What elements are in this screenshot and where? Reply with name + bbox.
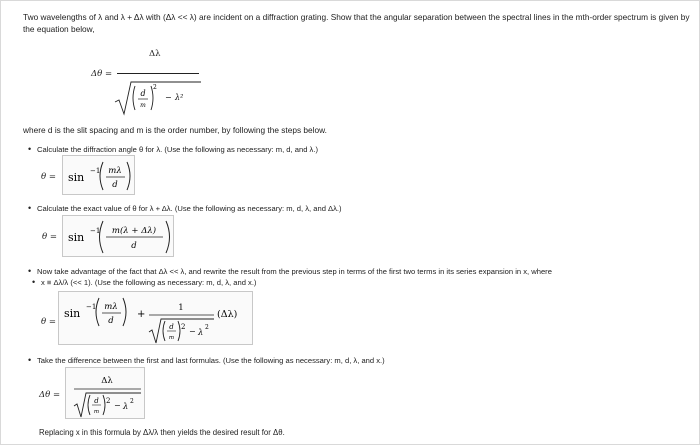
frac-den: d — [112, 180, 118, 190]
den-lambda: λ — [198, 328, 204, 338]
den-minus: − — [114, 401, 121, 410]
den-lambda-power: 2 — [130, 398, 134, 405]
frac-den: d — [108, 316, 114, 326]
frac-num: m(λ + Δλ) — [111, 226, 157, 236]
step-2-lhs: θ = — [42, 232, 57, 242]
plus-sign: + — [137, 309, 146, 320]
step-1-lhs: θ = — [41, 172, 56, 182]
frac-den: d — [131, 241, 137, 251]
sin-func: sin — [68, 171, 85, 184]
den-m: m — [93, 409, 100, 415]
step-1-answer-math — [63, 156, 136, 196]
step-3-answer-box[interactable] — [58, 291, 253, 345]
den-d: d — [169, 323, 174, 331]
den-d: d — [94, 397, 99, 405]
den-power: 2 — [106, 397, 111, 405]
step-3-lhs: θ = — [41, 317, 56, 327]
step-4-answer-math — [66, 368, 146, 420]
den-power: 2 — [153, 84, 157, 91]
fraction-bar — [117, 73, 199, 74]
den-m: m — [168, 335, 175, 341]
step-2-answer-box[interactable] — [62, 215, 174, 257]
inverse-exp: −1 — [86, 303, 97, 311]
step-3-instruction-2: • x ≡ Δλ/λ (<< 1). (Use the following as necessary: m, d, λ, and x.) — [41, 277, 691, 288]
sin-func: sin — [64, 307, 81, 320]
frac-num: Δλ — [101, 376, 113, 386]
formula-numerator: Δλ — [149, 49, 161, 59]
den-power: 2 — [181, 323, 186, 331]
step-3-answer-math — [59, 292, 254, 346]
den-lambda-power: 2 — [205, 324, 209, 331]
formula-lhs: Δθ = — [91, 69, 113, 79]
where-text: where d is the slit spacing and m is the order number, by following the steps below. — [23, 125, 327, 135]
inverse-exp: −1 — [90, 227, 101, 235]
step-4-answer-box[interactable] — [65, 367, 145, 419]
den-minus: − — [165, 93, 172, 102]
step-3-instruction: • Now take advantage of the fact that Δλ << λ, and rewrite the result from the previous step in terms of the first two terms in its series expansion in x, where — [37, 266, 687, 277]
formula-denominator — [113, 78, 203, 118]
frac-num: mλ — [104, 302, 118, 312]
sin-func: sin — [68, 231, 85, 244]
den-lambda: λ — [123, 402, 129, 412]
step-1-instruction: • Calculate the diffraction angle θ for λ. (Use the following as necessary: m, d, and λ.) — [37, 144, 687, 155]
conclusion-text: Replacing x in this formula by Δλ/λ then yields the desired result for Δθ. — [39, 428, 285, 437]
step-4-instruction: • Take the difference between the first and last formulas. (Use the following as necessary: m, d, λ, and x.) — [37, 355, 687, 366]
second-term-num: 1 — [178, 303, 184, 313]
delta-lambda-factor: (Δλ) — [217, 309, 238, 320]
den-m: m — [140, 102, 146, 109]
target-formula — [91, 49, 201, 121]
den-d: d — [140, 89, 146, 98]
problem-statement: Two wavelengths of λ and λ + Δλ with (Δλ << λ) are incident on a diffraction grating. Show that the angular separation between the spectral lines in the mth-order spectrum is given by the equation below, — [23, 12, 690, 34]
step-1-answer-box[interactable] — [62, 155, 135, 195]
den-lambda: λ² — [175, 93, 184, 102]
step-4-lhs: Δθ = — [39, 390, 61, 400]
inverse-exp: −1 — [90, 167, 101, 175]
step-2-instruction: • Calculate the exact value of θ for λ + Δλ. (Use the following as necessary: m, d, λ, and Δλ.) — [37, 203, 687, 214]
den-minus: − — [189, 327, 196, 336]
frac-num: mλ — [108, 166, 122, 176]
step-2-answer-math — [63, 216, 175, 258]
